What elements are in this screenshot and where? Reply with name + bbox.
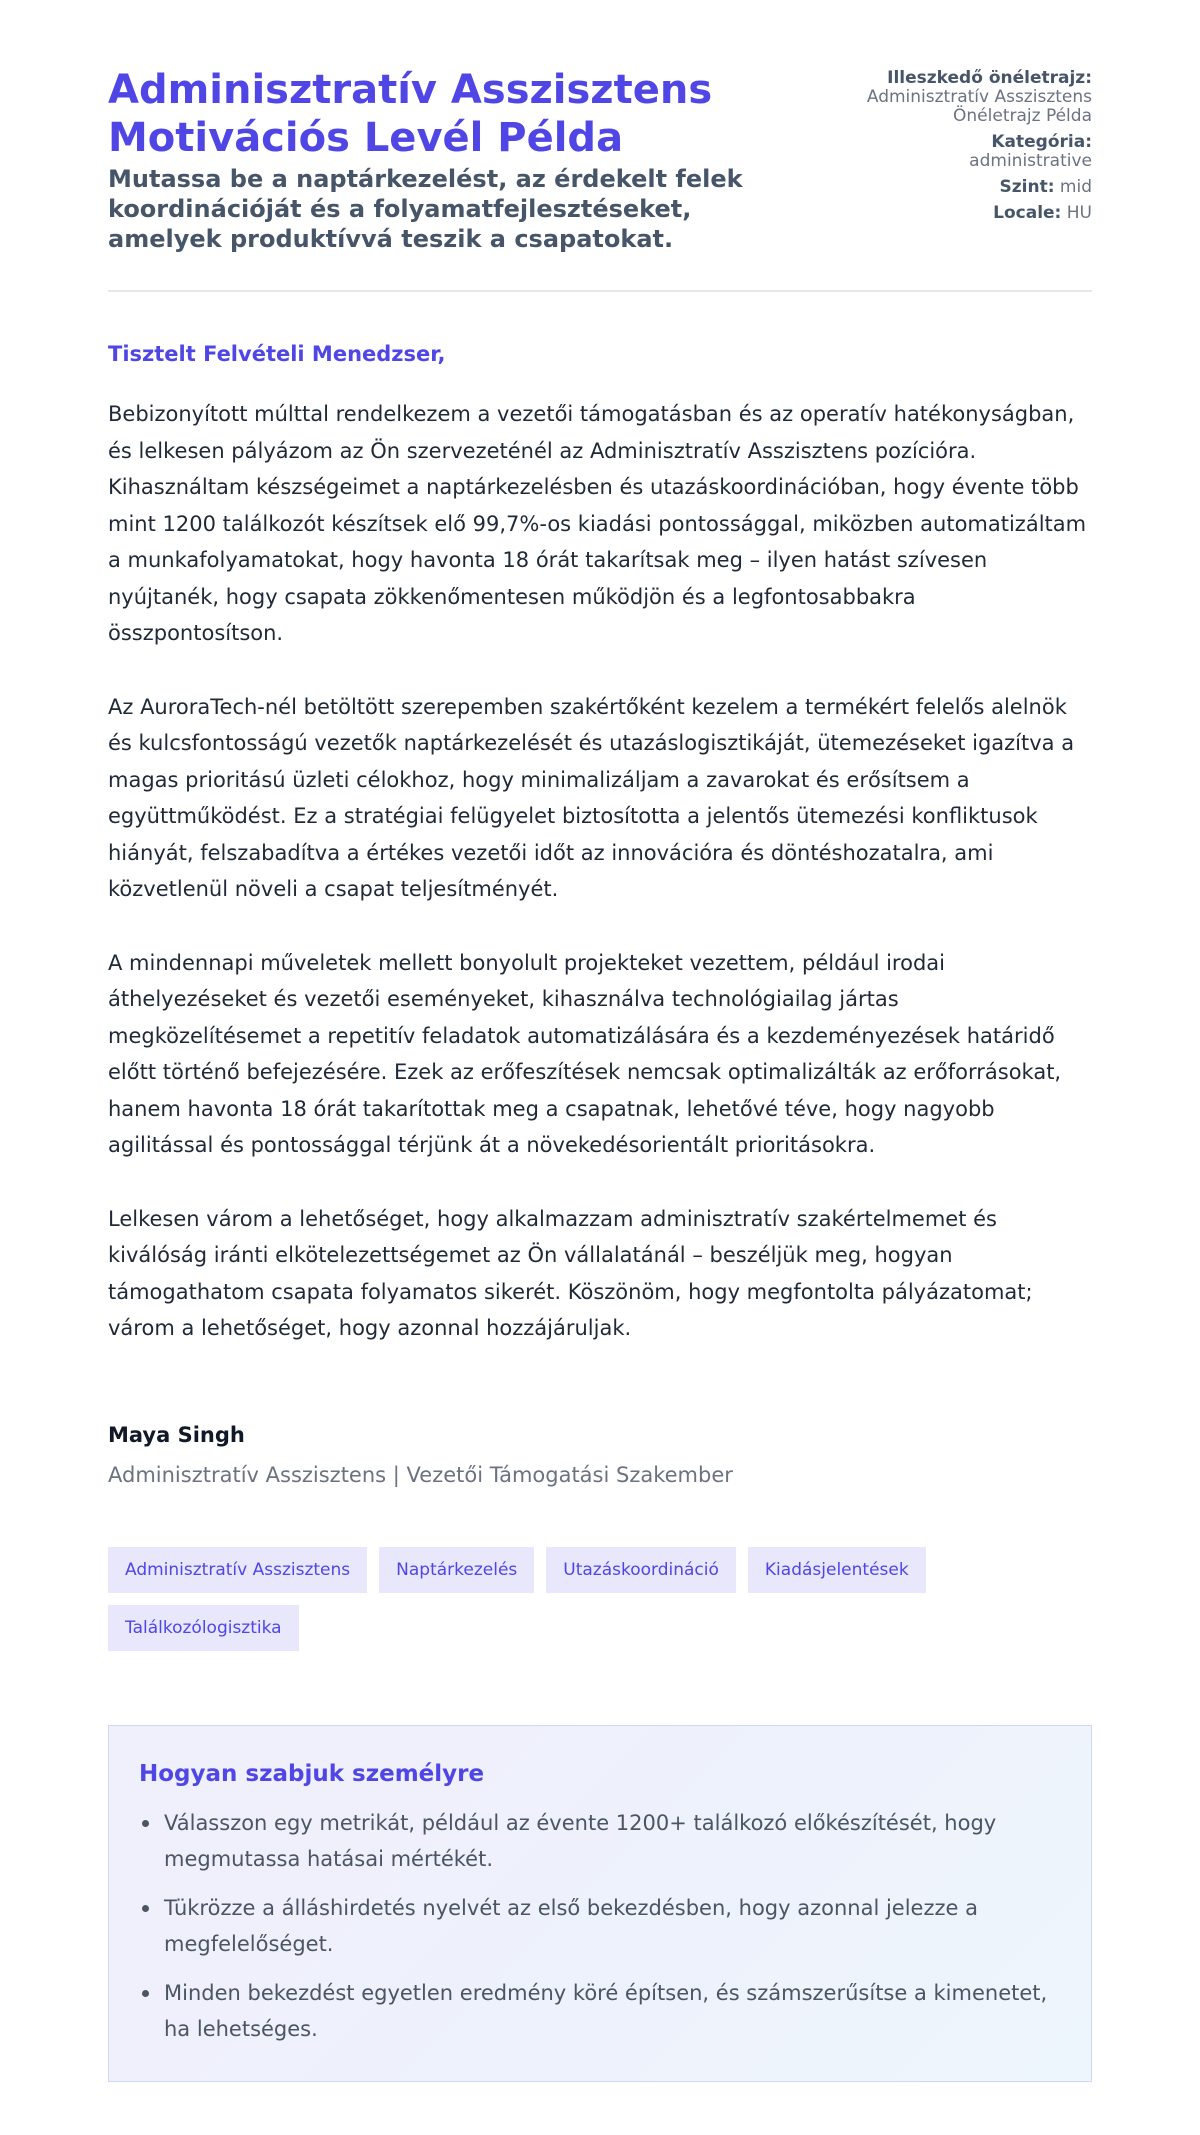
- bullet-icon: [142, 1905, 149, 1912]
- meta-level: [852, 178, 1092, 197]
- meta-category-value: administrative: [969, 151, 1092, 171]
- tips-list: [139, 1805, 1061, 2047]
- meta-locale: [852, 204, 1092, 223]
- tips-item-text: Tükrözze a álláshirdetés nyelvét az első bekezdésben, hogy azonnal jelezze a megfelelőséget.: [164, 1895, 978, 1956]
- letter-salutation: Tisztelt Felvételi Menedzser,: [108, 342, 446, 366]
- tips-list-item: [164, 1975, 1061, 2047]
- meta-resume-key: Illeszkedő önéletrajz:: [887, 68, 1092, 88]
- meta-level-value: mid: [1059, 177, 1092, 197]
- tag-chip[interactable]: Utazáskoordináció: [546, 1547, 736, 1593]
- meta-resume-value: Adminisztratív Asszisztens Önéletrajz Példa: [866, 87, 1092, 126]
- meta-panel: [852, 66, 1092, 230]
- page-title-line-1: Adminisztratív Asszisztens: [108, 67, 713, 113]
- tips-title: Hogyan szabjuk személyre: [139, 1760, 485, 1787]
- letter-paragraph: Az AuroraTech-nél betöltött szerepemben szakértőként kezelem a termékért felelős alelnök és kulcsfontosságú vezetők naptárkezelését és utazáslogisztikáját, ütemezéseket igazítva a magas prioritású üzleti célokhoz, hogy minimalizáljam a zavarokat és erősítsem a együttműködést. Ez a stratégiai felügyelet biztosította a jelentős ütemezési konfliktusok hiányát, felszabadítva a értékes vezetői időt az innovációra és döntéshozatalra, ami közvetlenül növeli a csapat teljesítményét.: [108, 694, 1075, 901]
- bullet-icon: [142, 1990, 149, 1997]
- page-title: [108, 66, 808, 162]
- tips-list-item: [164, 1890, 1061, 1962]
- tips-list-item: [164, 1805, 1061, 1877]
- page-title-line-2: Motivációs Levél Példa: [108, 115, 624, 161]
- signature-name: Maya Singh: [108, 1422, 245, 1447]
- title-block: [108, 66, 808, 254]
- meta-resume: [852, 69, 1092, 126]
- meta-level-key: Szint:: [999, 177, 1055, 197]
- tag-chip[interactable]: Naptárkezelés: [379, 1547, 534, 1593]
- tips-item-text: Minden bekezdést egyetlen eredmény köré építsen, és számszerűsítse a kimenetet, ha lehetséges.: [164, 1980, 1048, 2041]
- tips-box: [108, 1725, 1092, 2082]
- document-header: [108, 0, 1092, 292]
- tag-chip[interactable]: Találkozólogisztika: [108, 1605, 299, 1651]
- signature: [108, 1421, 1092, 1489]
- page-subtitle: Mutassa be a naptárkezelést, az érdekelt felek koordinációját és a folyamatfejlesztéseket, amelyek produktívvá teszik a csapatokat.: [108, 165, 743, 253]
- bullet-icon: [142, 1820, 149, 1827]
- letter-paragraph: Lelkesen várom a lehetőséget, hogy alkalmazzam adminisztratív szakértelmemet és kiválóság iránti elkötelezettségemet az Ön vállalatánál – beszéljük meg, hogyan támogathatom csapata folyamatos sikerét. Köszönöm, hogy megfontolta pályázatomat; várom a lehetőséget, hogy azonnal hozzájáruljak.: [108, 1206, 1033, 1340]
- tag-list: [108, 1547, 988, 1651]
- signature-role: Adminisztratív Asszisztens | Vezetői Támogatási Szakember: [108, 1462, 733, 1487]
- tag-chip[interactable]: Adminisztratív Asszisztens: [108, 1547, 367, 1593]
- meta-locale-key: Locale:: [993, 203, 1062, 223]
- meta-category: [852, 133, 1092, 171]
- meta-locale-value: HU: [1066, 203, 1092, 223]
- tips-item-text: Válasszon egy metrikát, például az évente 1200+ találkozó előkészítését, hogy megmutassa hatásai mértékét.: [164, 1810, 997, 1871]
- letter: [108, 340, 1092, 1347]
- tag-chip[interactable]: Kiadásjelentések: [748, 1547, 926, 1593]
- letter-paragraph: A mindennapi műveletek mellett bonyolult projekteket vezettem, például irodai áthelyezéseket és vezetői eseményeket, kihasználva technológiailag jártas megközelítésemet a repetitív feladatok automatizálására és a kezdeményezések határidő előtt történő befejezésére. Ezek az erőfeszítések nemcsak optimalizálták az erőforrásokat, hanem havonta 18 órát takarítottak meg a csapatnak, lehetővé téve, hogy nagyobb agilitással és pontossággal térjünk át a növekedésorientált prioritásokra.: [108, 950, 1062, 1157]
- letter-body: [108, 396, 1092, 1347]
- letter-paragraph: Bebizonyított múlttal rendelkezem a vezetői támogatásban és az operatív hatékonyságban, és lelkesen pályázom az Ön szervezeténél az Adminisztratív Asszisztens pozícióra. Kihasználtam készségeimet a naptárkezelésben és utazáskoordinációban, hogy évente több mint 1200 találkozót készítsek elő 99,7%-os kiadási pontossággal, miközben automatizáltam a munkafolyamatokat, hogy havonta 18 órát takarítsak meg – ilyen hatást szívesen nyújtanék, hogy csapata zökkenőmentesen működjön és a legfontosabbakra összpontosítson.: [108, 402, 1087, 645]
- meta-category-key: Kategória:: [991, 132, 1092, 152]
